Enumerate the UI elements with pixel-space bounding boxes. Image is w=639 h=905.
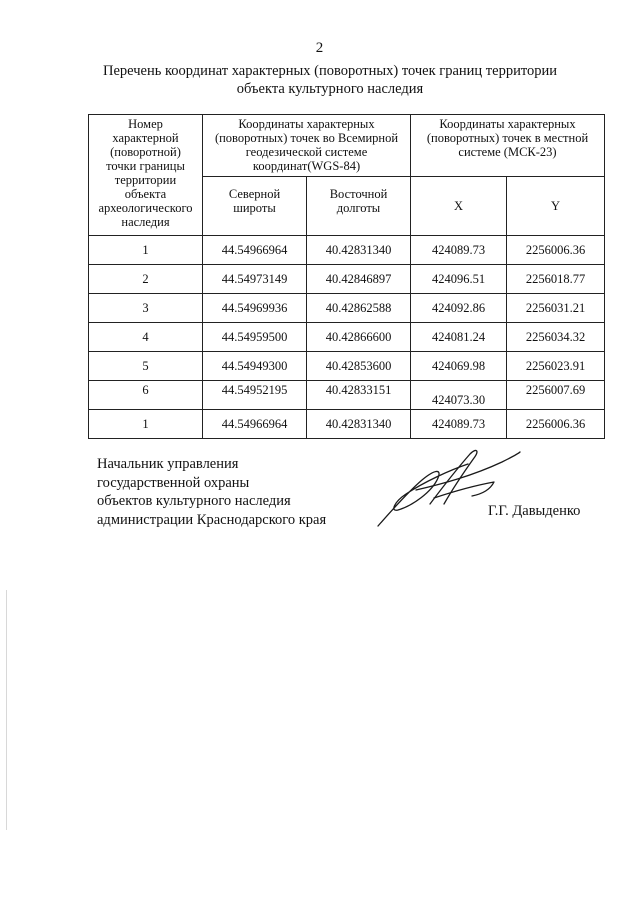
cell-east: 40.42866600 <box>307 323 411 352</box>
coordinates-table <box>88 114 605 439</box>
cell-x: 424089.73 <box>411 236 507 265</box>
header-line: Координаты характерных <box>439 117 576 131</box>
header-line: широты <box>233 200 276 215</box>
cell-north <box>203 381 307 410</box>
scan-margin-line <box>6 590 7 830</box>
header-line: характерной <box>112 131 179 145</box>
cell-point: 4 <box>89 323 203 352</box>
header-line: (поворотных) точек во Всемирной <box>214 131 399 145</box>
cell-x-text: 424073.30 <box>431 393 486 407</box>
document-title-line-2: объекта культурного наследия <box>236 81 424 97</box>
cell-north: 44.54959500 <box>203 323 307 352</box>
signatory-position-line: Начальник управления <box>97 456 239 472</box>
cell-point: 1 <box>89 236 203 265</box>
header-line: системе (МСК-23) <box>458 145 557 159</box>
header-line: геодезической системе <box>245 145 368 159</box>
cell-y: 2256006.36 <box>507 410 605 439</box>
header-line: (поворотных) точек в местной <box>426 131 589 145</box>
header-line: наследия <box>121 215 170 229</box>
signatory-position-line: администрации Краснодарского края <box>97 511 327 528</box>
cell-east-text: 40.42833151 <box>325 383 392 397</box>
cell-x: 424081.24 <box>411 323 507 352</box>
cell-y: 2256006.36 <box>507 236 605 265</box>
signatory-name: Г.Г. Давыденко <box>488 503 581 519</box>
cell-y: 2256034.32 <box>507 323 605 352</box>
table-row <box>89 352 605 381</box>
header-y: Y <box>507 176 605 236</box>
header-north-latitude <box>203 176 307 236</box>
cell-east: 40.42846897 <box>307 265 411 294</box>
header-msk23 <box>411 115 605 177</box>
cell-y: 2256023.91 <box>507 352 605 381</box>
header-line: Номер <box>128 117 163 131</box>
cell-east: 40.42862588 <box>307 294 411 323</box>
header-line: точки границы <box>106 159 185 173</box>
cell-y: 2256018.77 <box>507 265 605 294</box>
cell-point: 5 <box>89 352 203 381</box>
document-title-line-1: Перечень координат характерных (поворотных) точек границ территории <box>102 63 558 79</box>
cell-north-text: 44.54952195 <box>221 383 288 397</box>
table-header-row <box>89 115 605 177</box>
cell-point: 1 <box>89 410 203 439</box>
table-row <box>89 265 605 294</box>
header-east-longitude <box>307 176 411 236</box>
cell-point: 2 <box>89 265 203 294</box>
signatory-position-line: объектов культурного наследия <box>97 493 291 509</box>
cell-north: 44.54949300 <box>203 352 307 381</box>
table-row <box>89 236 605 265</box>
cell-east: 40.42831340 <box>307 410 411 439</box>
page-number: 2 <box>315 40 324 56</box>
cell-east <box>307 381 411 410</box>
cell-y: 2256031.21 <box>507 294 605 323</box>
table-row <box>89 410 605 439</box>
header-wgs84 <box>203 115 411 177</box>
cell-x: 424092.86 <box>411 294 507 323</box>
cell-north: 44.54973149 <box>203 265 307 294</box>
cell-x <box>411 381 507 410</box>
header-line: Координаты характерных <box>238 117 375 131</box>
cell-point <box>89 381 203 410</box>
signatory-position-line: государственной охраны <box>97 474 250 491</box>
table-row <box>89 294 605 323</box>
cell-east: 40.42831340 <box>307 236 411 265</box>
header-line: объекта <box>124 187 167 201</box>
header-line: Северной <box>228 186 281 201</box>
cell-east: 40.42853600 <box>307 352 411 381</box>
cell-north: 44.54969936 <box>203 294 307 323</box>
cell-point: 3 <box>89 294 203 323</box>
cell-x: 424069.98 <box>411 352 507 381</box>
header-x: X <box>411 176 507 236</box>
table-row <box>89 323 605 352</box>
header-line: Восточной <box>329 186 388 201</box>
header-line: долготы <box>336 200 381 215</box>
cell-x: 424096.51 <box>411 265 507 294</box>
document-title <box>60 62 600 98</box>
table-row <box>89 381 605 410</box>
cell-y <box>507 381 605 410</box>
cell-x: 424089.73 <box>411 410 507 439</box>
signatory-position <box>97 455 326 529</box>
cell-point-text: 6 <box>142 383 149 397</box>
header-line: археологического <box>98 201 193 215</box>
header-point-number <box>89 115 203 236</box>
header-line: территории <box>114 173 177 187</box>
header-line: (поворотной) <box>110 145 181 159</box>
header-line: координат(WGS-84) <box>252 159 361 173</box>
cell-north: 44.54966964 <box>203 236 307 265</box>
cell-north: 44.54966964 <box>203 410 307 439</box>
cell-y-text: 2256007.69 <box>525 383 586 397</box>
